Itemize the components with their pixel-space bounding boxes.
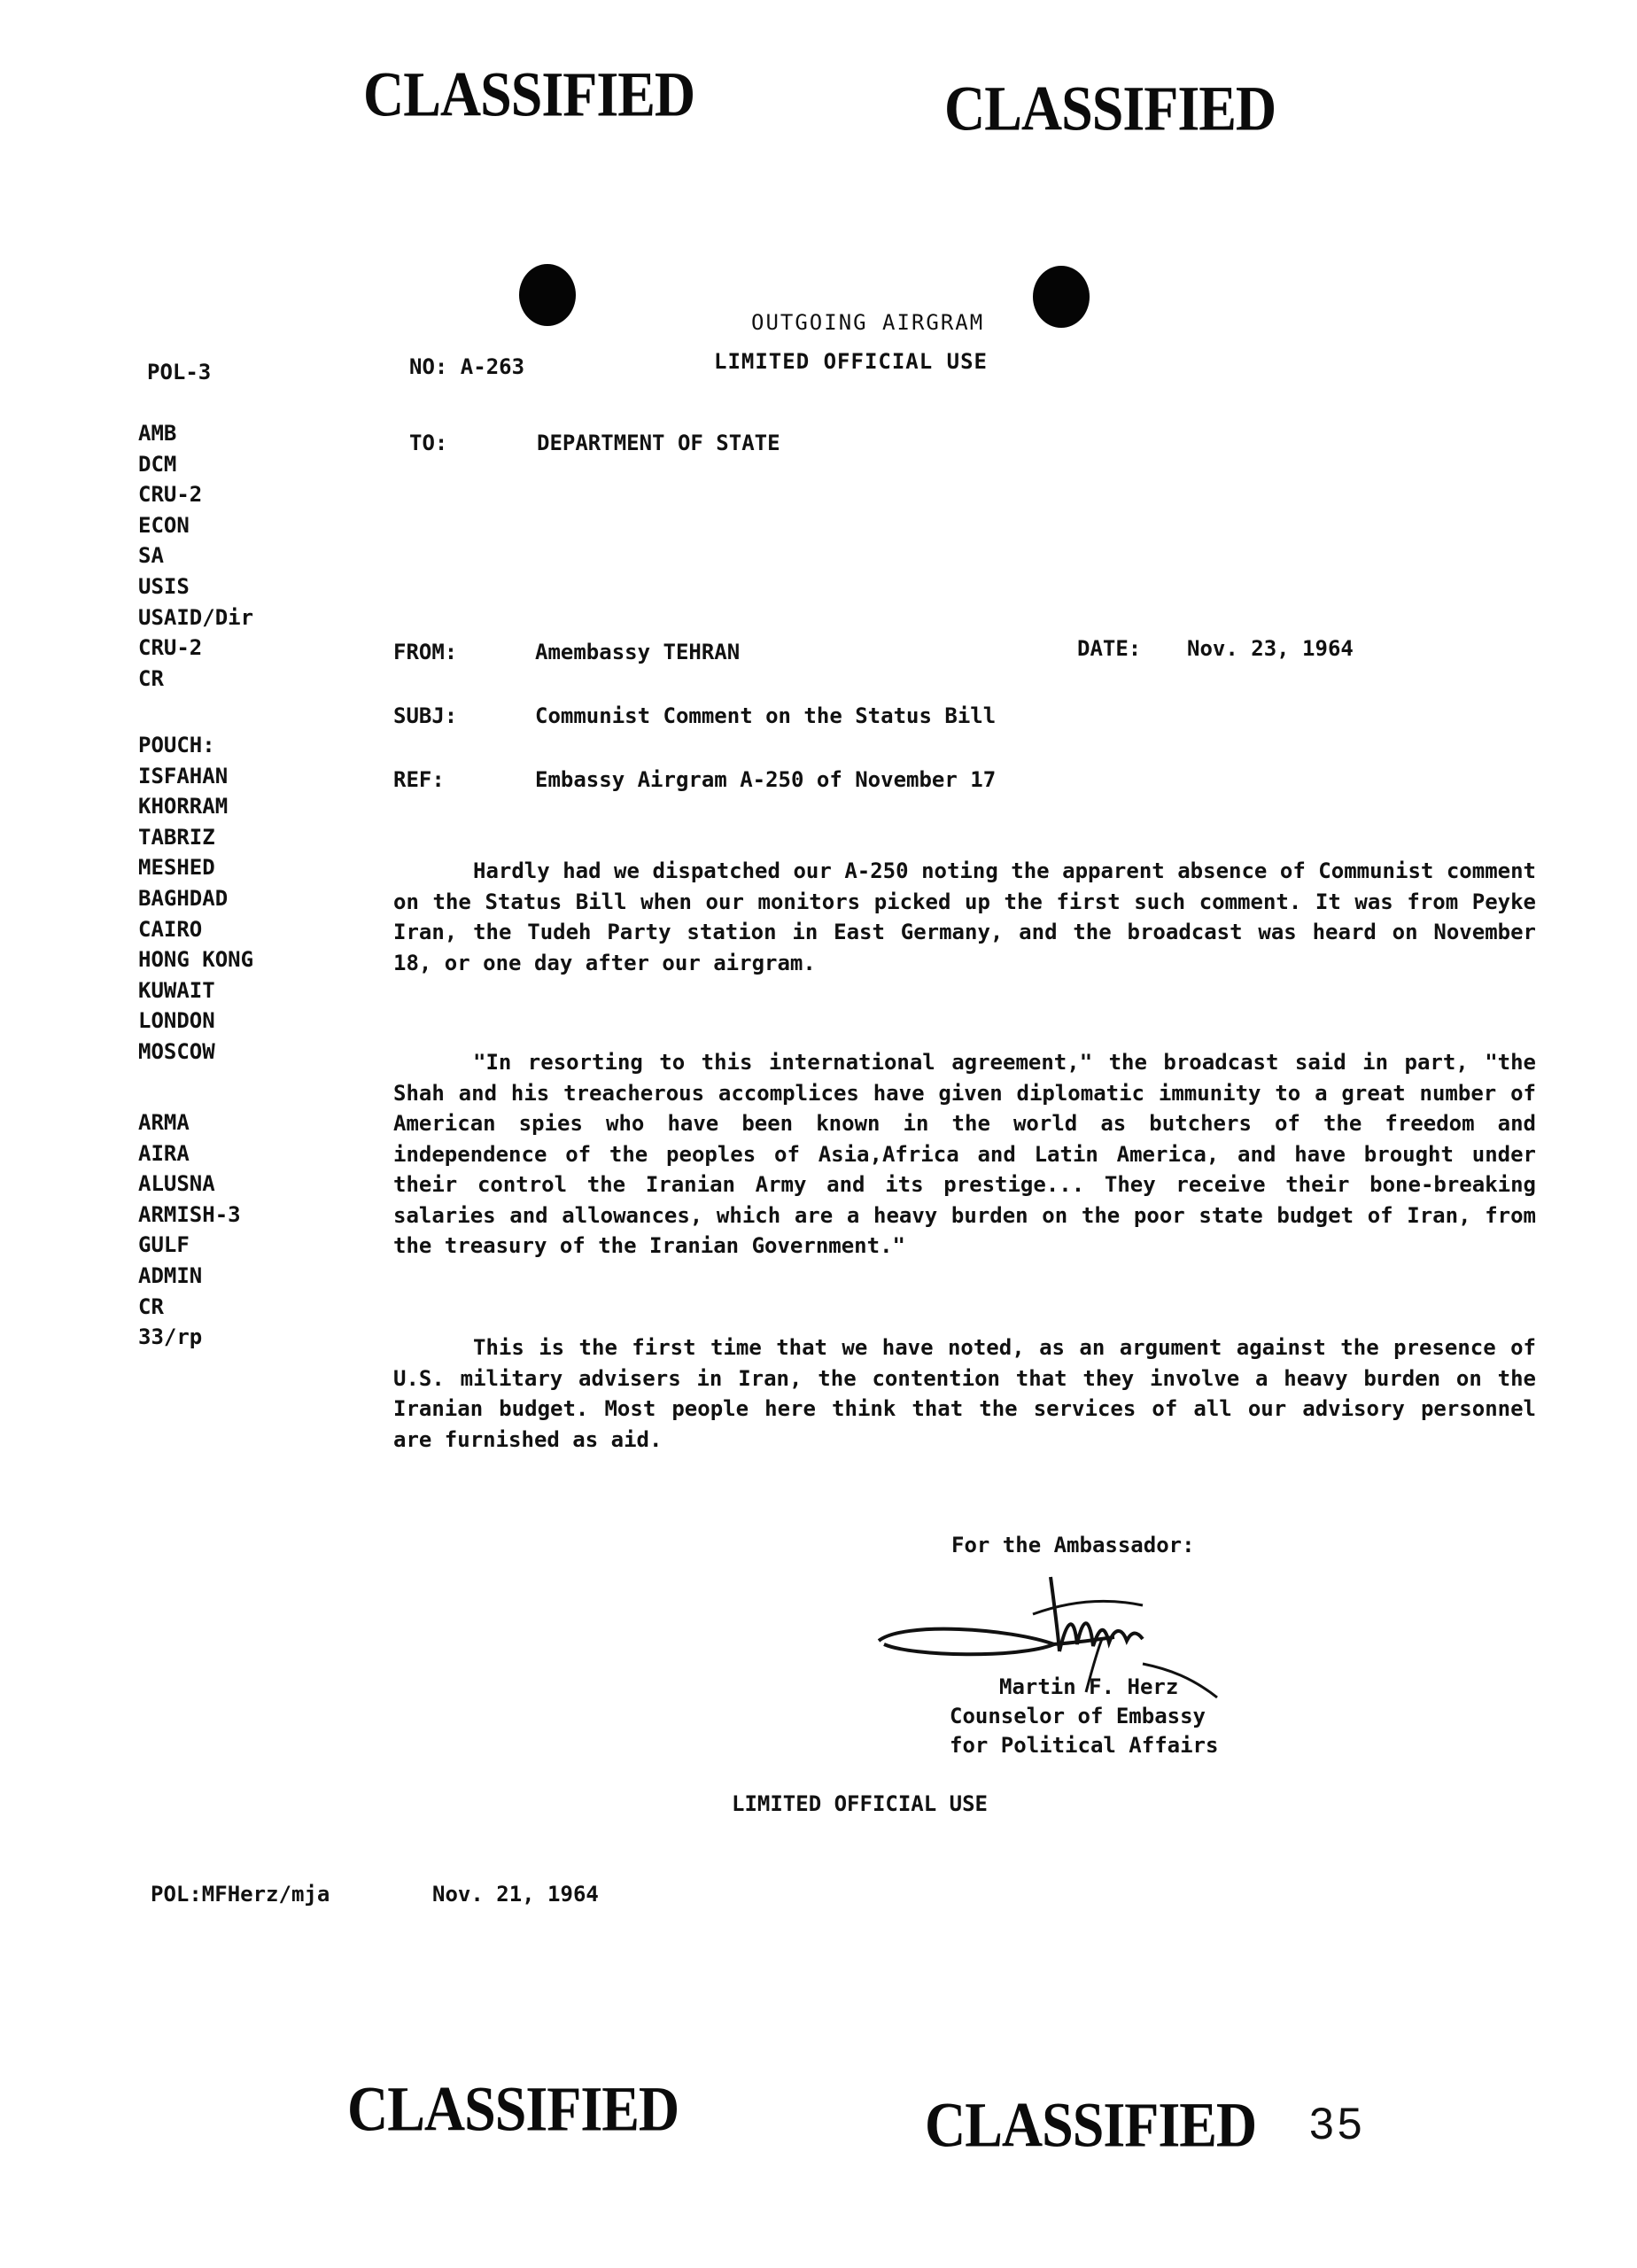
handling-caveat-bottom: LIMITED OFFICIAL USE [732, 1791, 988, 1816]
distribution-item: AMB [138, 421, 177, 446]
distribution-item: TABRIZ [138, 824, 215, 850]
distribution-item: DCM [138, 451, 177, 477]
file-code: POL-3 [147, 360, 212, 384]
date-label: DATE: [1077, 636, 1142, 661]
signer-title: Counselor of Embassy [950, 1704, 1206, 1728]
classification-stamp-top-left: CLASSIFIED [363, 58, 695, 130]
distribution-item: ISFAHAN [138, 763, 229, 788]
distribution-item: CRU-2 [138, 635, 203, 661]
distribution-item: ARMA [138, 1110, 190, 1135]
classification-stamp-bottom-left: CLASSIFIED [347, 2073, 679, 2145]
distribution-item: MOSCOW [138, 1038, 215, 1064]
distribution-item: ARMISH-3 [138, 1201, 241, 1227]
classification-stamp-top-right: CLASSIFIED [944, 73, 1276, 144]
distribution-item: SA [138, 543, 164, 569]
drafted-date: Nov. 21, 1964 [432, 1882, 599, 1907]
from-label: FROM: [393, 640, 458, 664]
distribution-item: ALUSNA [138, 1171, 215, 1197]
signature-block [950, 1673, 1218, 1760]
distribution-item: ECON [138, 512, 190, 538]
from-value: Amembassy TEHRAN [535, 640, 741, 664]
drafter-initials: POL:MFHerz/mja [151, 1882, 330, 1907]
distribution-item: KHORRAM [138, 794, 229, 819]
signature-for-line: For the Ambassador: [951, 1533, 1195, 1557]
distribution-list-offices [138, 418, 253, 694]
distribution-item: CAIRO [138, 916, 203, 942]
distribution-item: 33/rp [138, 1324, 203, 1350]
punch-hole-left [519, 264, 576, 326]
distribution-list-pouch [138, 730, 253, 1068]
distribution-item: MESHED [138, 855, 215, 881]
distribution-item: USAID/Dir [138, 604, 254, 630]
distribution-item: USIS [138, 573, 190, 599]
airgram-type: OUTGOING AIRGRAM [751, 310, 985, 335]
signer-title-2: for Political Affairs [950, 1733, 1219, 1758]
subject-label: SUBJ: [393, 703, 458, 728]
distribution-item: LONDON [138, 1008, 215, 1034]
reference-label: REF: [393, 767, 445, 792]
distribution-item: AIRA [138, 1140, 190, 1166]
punch-hole-right [1033, 266, 1090, 328]
classification-stamp-bottom-right: CLASSIFIED [925, 2089, 1257, 2161]
body-paragraph-1: Hardly had we dispatched our A-250 noting the apparent absence of Communist comment on the Status Bill when our monitors picked up the first such comment. It was from Peyke Iran, the Tudeh Party station in East Germany, and the broadcast was heard on November 18, or one day after our airgram. [393, 858, 1536, 975]
subject-value: Communist Comment on the Status Bill [535, 703, 997, 728]
distribution-item: GULF [138, 1232, 190, 1258]
to-label: TO: [409, 431, 448, 455]
distribution-item: ADMIN [138, 1262, 203, 1288]
body-paragraph-3: This is the first time that we have noted, as an argument against the presence of U.S. military advisers in Iran, the contention that they involve a heavy burden on the Iranian budget. Most people here think that the services of all our advisory personnel are furnished as aid. [393, 1335, 1536, 1452]
distribution-item: CRU-2 [138, 482, 203, 508]
distribution-item: HONG KONG [138, 947, 254, 973]
airgram-number: NO: A-263 [409, 354, 525, 379]
to-value: DEPARTMENT OF STATE [537, 431, 780, 455]
handling-caveat-top: LIMITED OFFICIAL USE [714, 349, 988, 374]
distribution-item: KUWAIT [138, 977, 215, 1003]
distribution-item: CR [138, 1293, 164, 1319]
distribution-item: CR [138, 665, 164, 691]
page-number: 35 [1309, 2099, 1366, 2148]
distribution-item: POUCH: [138, 733, 215, 757]
date-value: Nov. 23, 1964 [1187, 636, 1354, 661]
reference-value: Embassy Airgram A-250 of November 17 [535, 767, 997, 792]
body-paragraph-2: "In resorting to this international agreement," the broadcast said in part, "the Shah and his treacherous accomplices have given diplomatic immunity to a great number of American spies who have been known in the world as butchers of the freedom and independence of the peoples of Asia,Africa and Latin America, and have brought under their control the Iranian Army and its prestige... They receive their bone-breaking salaries and allowances, which are a heavy burden on the poor state budget of Iran, from the treasury of the Iranian Government." [393, 1050, 1536, 1258]
signer-name: Martin F. Herz [999, 1674, 1179, 1699]
distribution-list-military [138, 1107, 241, 1353]
distribution-item: BAGHDAD [138, 885, 229, 911]
